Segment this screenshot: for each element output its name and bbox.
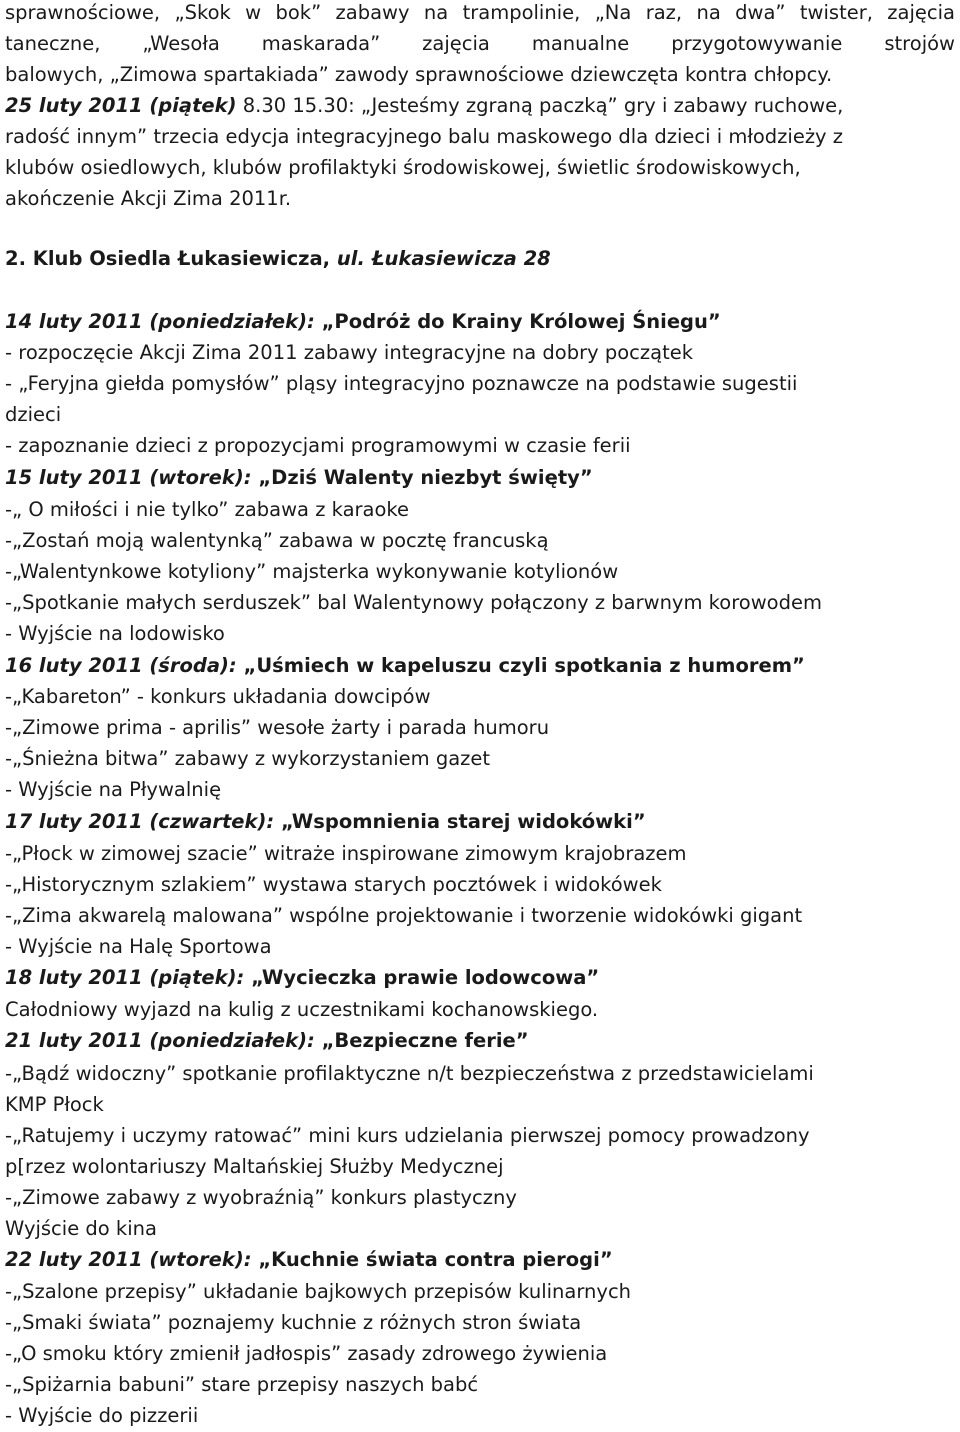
day-date: 22 luty 2011 (wtorek): — [5, 1248, 259, 1271]
day-title: „Bezpieczne ferie” — [321, 1029, 529, 1052]
day-title: „Uśmiech w kapeluszu czyli spotkania z humorem” — [243, 654, 805, 677]
list-item: -„Zimowe zabawy z wyobraźnią” konkurs plastyczny — [5, 1186, 517, 1209]
day-heading — [5, 650, 955, 681]
list-item: - zapoznanie dzieci z propozycjami programowymi w czasie ferii — [5, 434, 631, 457]
list-item: -„Szalone przepisy” układanie bajkowych przepisów kulinarnych — [5, 1280, 632, 1303]
day-heading — [5, 306, 955, 337]
intro-line-3: balowych, „Zimowa spartakiada” zawody sprawnościowe dziewczęta kontra chłopcy. — [5, 63, 833, 86]
list-item: - Wyjście na lodowisko — [5, 622, 225, 645]
day-title: „Wycieczka prawie lodowcowa” — [251, 966, 600, 989]
club-heading-name: 2. Klub Osiedla Łukasiewicza, — [5, 247, 337, 270]
club-heading — [5, 243, 955, 274]
list-item: - Wyjście do pizzerii — [5, 1404, 199, 1427]
list-item: -„Zimowe prima - aprilis” wesołe żarty i parada humoru — [5, 716, 550, 739]
day-date: 16 luty 2011 (środa): — [5, 654, 244, 677]
list-item: -„Ratujemy i uczymy ratować” mini kurs udzielania pierwszej pomocy prowadzony — [5, 1124, 810, 1147]
intro-line-6: klubów osiedlowych, klubów profilaktyki środowiskowej, świetlic środowiskowych, — [5, 156, 801, 179]
day-heading — [5, 962, 955, 993]
intro-line-1: sprawnościowe, „Skok w bok” zabawy na trampolinie, „Na raz, na dwa” twister, zajęcia — [5, 1, 955, 24]
club-heading-address: ul. Łukasiewicza 28 — [336, 247, 551, 270]
day-date: 14 luty 2011 (poniedziałek): — [5, 310, 322, 333]
day-title: „Dziś Walenty niezbyt święty” — [258, 466, 593, 489]
day-date: 17 luty 2011 (czwartek): — [5, 810, 281, 833]
list-item: KMP Płock — [5, 1093, 104, 1116]
list-item: - rozpoczęcie Akcji Zima 2011 zabawy integracyjne na dobry początek — [5, 341, 694, 364]
intro-line-7: akończenie Akcji Zima 2011r. — [5, 187, 292, 210]
list-item: -„Zima akwarelą malowana” wspólne projektowanie i tworzenie widokówki gigant — [5, 904, 803, 927]
day-date: 21 luty 2011 (poniedziałek): — [5, 1029, 322, 1052]
list-item: -„Śnieżna bitwa” zabawy z wykorzystaniem gazet — [5, 747, 491, 770]
day-heading — [5, 806, 955, 837]
list-item: Całodniowy wyjazd na kulig z uczestnikami kochanowskiego. — [5, 998, 599, 1021]
day-heading — [5, 462, 955, 493]
list-item: -„Smaki świata” poznajemy kuchnie z różnych stron świata — [5, 1311, 582, 1334]
list-item: -„Zostań moją walentynką” zabawa w pocztę francuską — [5, 529, 549, 552]
day-25-description: 8.30 15.30: „Jesteśmy zgraną paczką” gry i zabawy ruchowe, — [236, 94, 844, 117]
day-title: „Wspomnienia starej widokówki” — [281, 810, 646, 833]
day-title: „Podróż do Krainy Królowej Śniegu” — [321, 310, 721, 333]
list-item: -„Bądź widoczny” spotkanie profilaktyczne n/t bezpieczeństwa z przedstawicielami — [5, 1062, 814, 1085]
list-item: - Wyjście na Pływalnię — [5, 778, 222, 801]
day-date: 15 luty 2011 (wtorek): — [5, 466, 259, 489]
list-item: -„ O miłości i nie tylko” zabawa z karaoke — [5, 498, 410, 521]
list-item: p[rzez wolontariuszy Maltańskiej Służby Medycznej — [5, 1155, 504, 1178]
list-item: - „Feryjna giełda pomysłów” pląsy integracyjno poznawcze na podstawie sugestii — [5, 372, 798, 395]
day-25-date: 25 luty 2011 (piątek) — [5, 94, 237, 117]
list-item: Wyjście do kina — [5, 1217, 157, 1240]
list-item: -„Spiżarnia babuni” stare przepisy naszych babć — [5, 1373, 479, 1396]
day-heading — [5, 1244, 955, 1275]
day-heading — [5, 1025, 955, 1056]
list-item: dzieci — [5, 403, 62, 426]
list-item: -„Spotkanie małych serduszek” bal Walentynowy połączony z barwnym korowodem — [5, 591, 822, 614]
list-item: -„Walentynkowe kotyliony” majsterka wykonywanie kotylionów — [5, 560, 619, 583]
list-item: -„O smoku który zmienił jadłospis” zasady zdrowego żywienia — [5, 1342, 608, 1365]
day-date: 18 luty 2011 (piątek): — [5, 966, 252, 989]
list-item: -„Historycznym szlakiem” wystawa starych pocztówek i widokówek — [5, 873, 662, 896]
list-item: -„Płock w zimowej szacie” witraże inspirowane zimowym krajobrazem — [5, 842, 687, 865]
intro-line-2: taneczne, „Wesoła maskarada” zajęcia manualne przygotowywanie strojów — [5, 32, 955, 55]
list-item: -„Kabareton” - konkurs układania dowcipów — [5, 685, 431, 708]
day-title: „Kuchnie świata contra pierogi” — [258, 1248, 613, 1271]
list-item: - Wyjście na Halę Sportowa — [5, 935, 272, 958]
intro-line-5: radość innym” trzecia edycja integracyjnego balu maskowego dla dzieci i młodzieży z — [5, 125, 844, 148]
intro-line-4 — [5, 90, 955, 121]
